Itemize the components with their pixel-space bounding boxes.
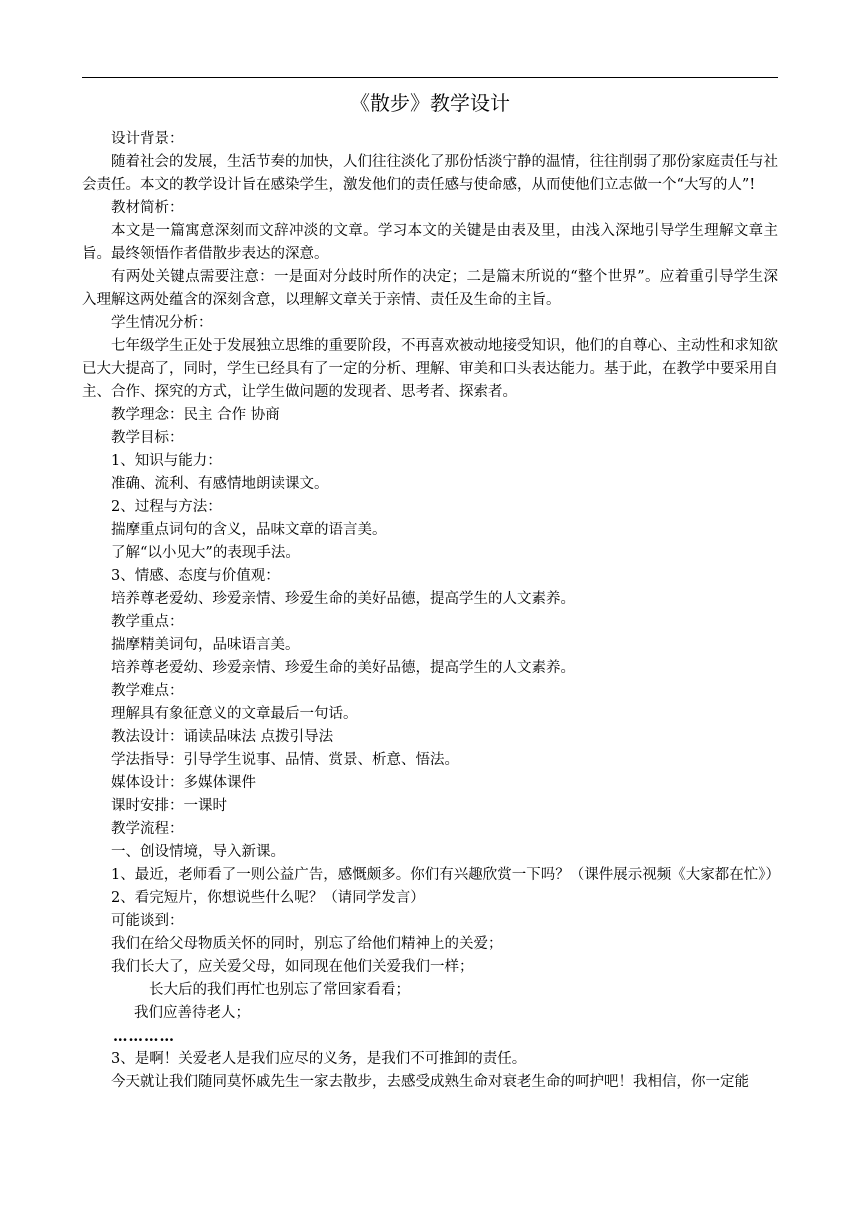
paragraph: 教材简析：	[111, 200, 184, 216]
paragraph: 我们应善待老人；	[134, 1005, 250, 1021]
paragraph: 教学理念：民主 合作 协商	[111, 407, 280, 423]
paragraph: 我们在给父母物质关怀的同时，别忘了给他们精神上的关爱；	[111, 936, 503, 952]
paragraph: 随着社会的发展，生活节奏的加快，人们往往淡化了那份恬淡宁静的温情，往往削弱了那份家庭责任与社会责任。本文的教学设计旨在感染学生，激发他们的责任感与使命感，从而使他们立志做一个“大写的人”!	[82, 154, 778, 193]
paragraph: 3、是啊！关爱老人是我们应尽的义务，是我们不可推卸的责任。	[111, 1051, 527, 1067]
paragraph: 3、情感、态度与价值观：	[111, 568, 280, 584]
paragraph: 一、创设情境，导入新课。	[111, 844, 285, 860]
paragraph: 教学流程：	[111, 821, 184, 837]
paragraph: 课时安排：一课时	[111, 798, 227, 814]
paragraph: 理解具有象征意义的文章最后一句话。	[111, 706, 358, 722]
paragraph: 1、最近，老师看了一则公益广告，感慨颇多。你们有兴趣欣赏一下吗？（课件展示视频《大家都在忙》）	[111, 867, 780, 883]
paragraph: 揣摩精美词句，品味语言美。	[111, 637, 300, 653]
paragraph: 了解“以小见大”的表现手法。	[111, 545, 300, 561]
paragraph: 设计背景：	[111, 131, 184, 147]
header-rule	[82, 77, 778, 78]
paragraph: 培养尊老爱幼、珍爱亲情、珍爱生命的美好品德，提高学生的人文素养。	[111, 660, 575, 676]
paragraph: 长大后的我们再忙也别忘了常回家看看；	[149, 982, 410, 998]
paragraph: 揣摩重点词句的含义，品味文章的语言美。	[111, 522, 387, 538]
paragraph: 教法设计：诵读品味法 点拨引导法	[111, 729, 334, 745]
paragraph: 2、过程与方法：	[111, 499, 222, 515]
paragraph: 2、看完短片，你想说些什么呢？（请同学发言）	[111, 890, 425, 906]
document-title: 《散步》教学设计	[350, 91, 510, 115]
paragraph: 学法指导：引导学生说事、品情、赏景、析意、悟法。	[111, 752, 459, 768]
paragraph: …………	[113, 1028, 175, 1045]
paragraph: 今天就让我们随同莫怀戚先生一家去散步，去感受成熟生命对衰老生命的呵护吧！我相信，你一定能	[111, 1074, 749, 1090]
paragraph: 教学重点：	[111, 614, 184, 630]
document-body	[82, 128, 778, 1094]
paragraph: 培养尊老爱幼、珍爱亲情、珍爱生命的美好品德，提高学生的人文素养。	[111, 591, 575, 607]
paragraph: 本文是一篇寓意深刻而文辞冲淡的文章。学习本文的关键是由表及里，由浅入深地引导学生理解文章主旨。最终领悟作者借散步表达的深意。	[82, 223, 778, 262]
paragraph: 1、知识与能力：	[111, 453, 222, 469]
paragraph: 学生情况分析：	[111, 315, 213, 331]
paragraph: 教学目标：	[111, 430, 184, 446]
paragraph: 准确、流利、有感情地朗读课文。	[111, 476, 329, 492]
paragraph: 我们长大了，应关爱父母，如同现在他们关爱我们一样；	[111, 959, 474, 975]
paragraph: 有两处关键点需要注意：一是面对分歧时所作的决定；二是篇末所说的“整个世界”。应着重引导学生深入理解这两处蕴含的深刻含意，以理解文章关于亲情、责任及生命的主旨。	[82, 269, 778, 308]
paragraph: 教学难点：	[111, 683, 184, 699]
paragraph: 七年级学生正处于发展独立思维的重要阶段，不再喜欢被动地接受知识，他们的自尊心、主动性和求知欲已大大提高了，同时，学生已经具有了一定的分析、理解、审美和口头表达能力。基于此，在教学中要采用自主、合作、探究的方式，让学生做问题的发现者、思考者、探索者。	[82, 338, 778, 400]
paragraph: 可能谈到：	[111, 913, 184, 929]
paragraph: 媒体设计：多媒体课件	[111, 775, 256, 791]
